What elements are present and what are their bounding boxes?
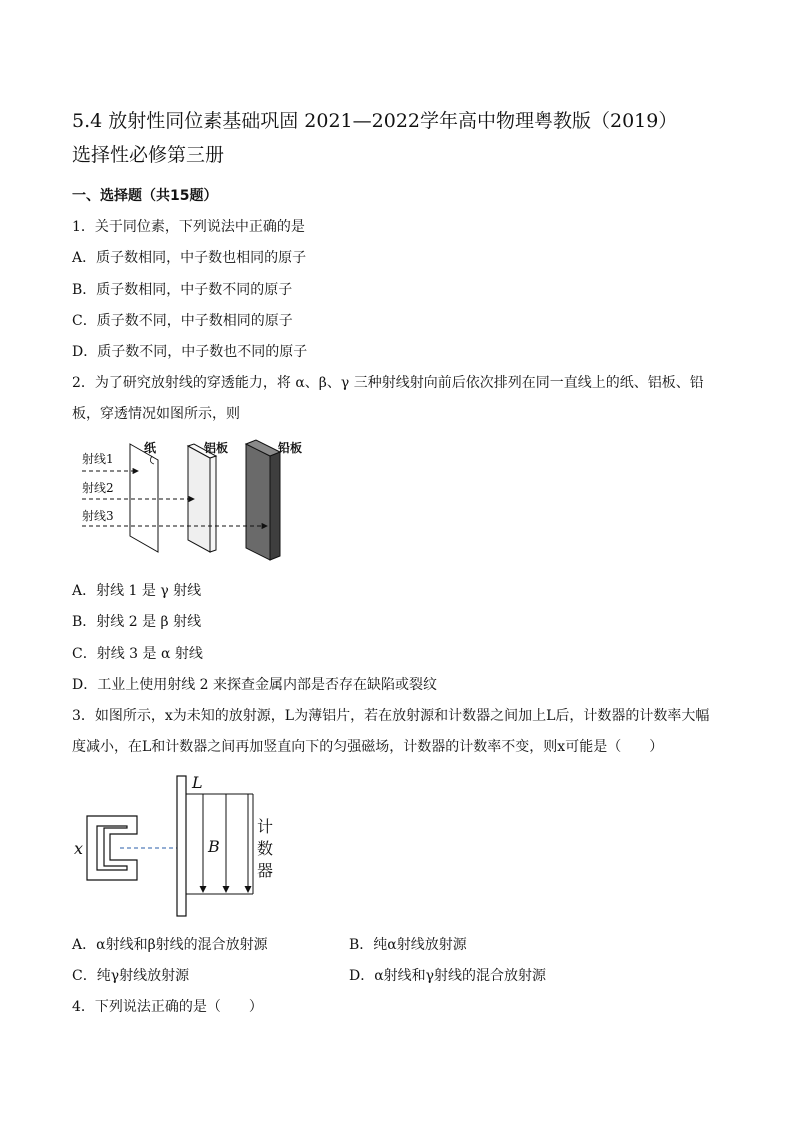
ray-1-label: 射线1 (82, 452, 114, 466)
counter-label-1: 计 (257, 817, 274, 836)
foil-label: L (192, 773, 203, 792)
q1-stem: 1．关于同位素，下列说法中正确的是 (72, 219, 305, 235)
q1-option-c: C．质子数不同，中子数相同的原子 (72, 313, 293, 329)
q2-figure (74, 438, 314, 568)
q3-option-c: C．纯γ射线放射源 (72, 968, 190, 984)
paper-sheet (130, 444, 158, 552)
q2-option-c: C．射线 3 是 α 射线 (72, 646, 203, 662)
title-line-2: 选择性必修第三册 (72, 144, 225, 166)
q3-option-b: B．纯α射线放射源 (349, 937, 467, 953)
q4-stem: 4．下列说法正确的是（ ） (72, 999, 263, 1015)
lead-plate-side (270, 452, 280, 560)
counter-label-2: 数 (257, 839, 274, 858)
q1-option-d: D．质子数不同，中子数也不同的原子 (72, 344, 308, 360)
q3-option-d: D．α射线和γ射线的混合放射源 (349, 968, 547, 984)
q2-option-d: D．工业上使用射线 2 来探查金属内部是否存在缺陷或裂纹 (72, 677, 438, 693)
source-label: x (74, 839, 84, 858)
document-title (72, 104, 732, 172)
q2-option-a: A．射线 1 是 γ 射线 (72, 583, 202, 599)
field-label: B (208, 837, 220, 856)
aluminum-foil (177, 776, 186, 916)
q3-option-a: A．α射线和β射线的混合放射源 (72, 937, 268, 953)
q2-option-b: B．射线 2 是 β 射线 (72, 614, 202, 630)
q1-option-a: A．质子数相同，中子数也相同的原子 (72, 250, 307, 266)
paper-label: 纸 (144, 441, 157, 455)
title-line-1: 5.4 放射性同位素基础巩固 2021—2022学年高中物理粤教版（2019） (72, 110, 678, 132)
q3-figure (70, 770, 290, 922)
ray-2-label: 射线2 (82, 481, 114, 495)
q3-stem-line-2: 度减小，在L和计数器之间再加竖直向下的匀强磁场，计数器的计数率不变，则x可能是（ ） (72, 739, 664, 755)
ray-3-label: 射线3 (82, 509, 114, 523)
aluminum-label: 铝板 (204, 441, 229, 455)
aluminum-plate-face (188, 446, 210, 552)
lead-label: 铅板 (278, 441, 303, 455)
lead-plate-face (246, 444, 270, 560)
counter-label-3: 器 (257, 861, 274, 880)
q3-stem-line-1: 3．如图所示，x为未知的放射源，L为薄铝片，若在放射源和计数器之间加上L后，计数器的计数率大幅 (72, 708, 710, 724)
q2-stem-line-1: 2．为了研究放射线的穿透能力，将 α、β、γ 三种射线射向前后依次排列在同一直线上的纸、铝板、铅 (72, 375, 704, 391)
aluminum-plate-side (210, 456, 216, 552)
q1-option-b: B．质子数相同，中子数不同的原子 (72, 282, 293, 298)
section-heading: 一、选择题（共15题） (72, 188, 218, 204)
q2-stem-line-2: 板，穿透情况如图所示，则 (72, 406, 240, 422)
